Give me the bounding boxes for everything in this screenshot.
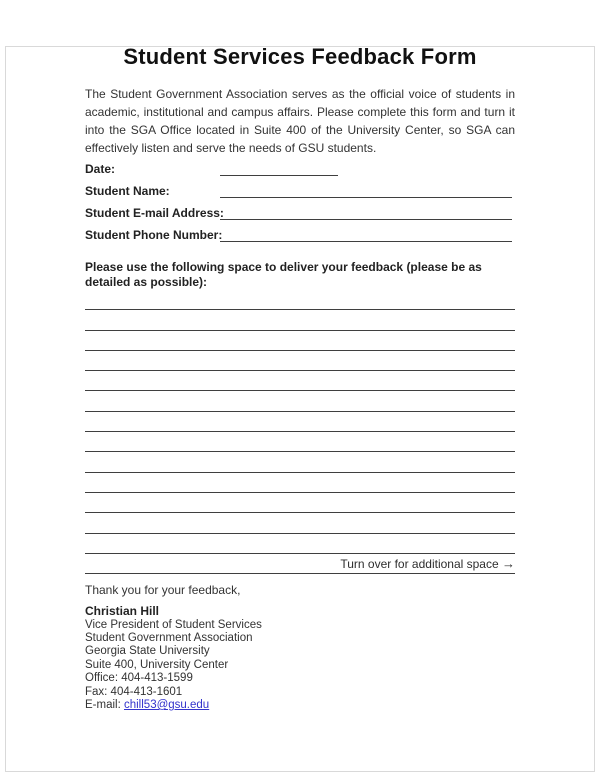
feedback-blank-line: [85, 513, 515, 533]
turn-over-note: Turn over for additional space: [340, 556, 502, 571]
form-fields: [85, 158, 515, 246]
feedback-blank-line: [85, 290, 515, 310]
signer-address: Suite 400, University Center: [85, 658, 229, 671]
page-title: Student Services Feedback Form: [123, 44, 477, 69]
feedback-blank-line: [85, 351, 515, 371]
student-phone-input-line: [220, 241, 512, 242]
feedback-writing-area: [85, 290, 515, 554]
student-name-field-row: [85, 180, 515, 202]
thanks-line: Thank you for your feedback,: [85, 583, 241, 598]
signer-name: Christian Hill: [85, 604, 160, 619]
email-label: E-mail:: [85, 699, 124, 711]
right-arrow-icon: →: [502, 555, 515, 571]
feedback-blank-line: [85, 391, 515, 411]
intro-paragraph: The Student Government Association serves as the official voice of students in academic, institutional and campus affairs. Please complete this form and turn it into the SGA Office located in Suite 400 of the University Center, so SGA can effectively listen and serve the needs of GSU students.: [85, 87, 515, 155]
signer-email-row: [85, 699, 515, 712]
signature-block: [85, 605, 515, 712]
signer-office-phone: Office: 404-413-1599: [85, 672, 193, 685]
student-name-label: Student Name:: [85, 184, 170, 198]
student-phone-field-row: [85, 224, 515, 246]
student-phone-label: Student Phone Number:: [85, 228, 223, 242]
signer-fax: Fax: 404-413-1601: [85, 685, 183, 698]
feedback-blank-line: [85, 534, 515, 554]
feedback-blank-line: [85, 452, 515, 472]
document-page: [0, 44, 600, 712]
student-name-input-line: [220, 197, 512, 198]
date-label: Date:: [85, 162, 116, 176]
feedback-prompt: Please use the following space to deliver your feedback (please be as detailed as possible):: [85, 260, 482, 289]
signer-university: Georgia State University: [85, 645, 210, 658]
signer-title: Vice President of Student Services: [85, 618, 262, 631]
feedback-blank-line: [85, 473, 515, 493]
feedback-blank-line: [85, 412, 515, 432]
email-link[interactable]: chill53@gsu.edu: [123, 699, 210, 711]
feedback-blank-line: [85, 331, 515, 351]
feedback-blank-line: [85, 371, 515, 391]
student-email-input-line: [220, 219, 512, 220]
feedback-blank-line: [85, 432, 515, 452]
signer-organization: Student Government Association: [85, 631, 253, 644]
feedback-blank-line: [85, 493, 515, 513]
student-email-label: Student E-mail Address:: [85, 206, 224, 220]
turn-over-note-row: [85, 554, 515, 574]
date-field-row: [85, 158, 515, 180]
feedback-blank-line: [85, 310, 515, 330]
date-input-line: [220, 175, 338, 176]
student-email-field-row: [85, 202, 515, 224]
